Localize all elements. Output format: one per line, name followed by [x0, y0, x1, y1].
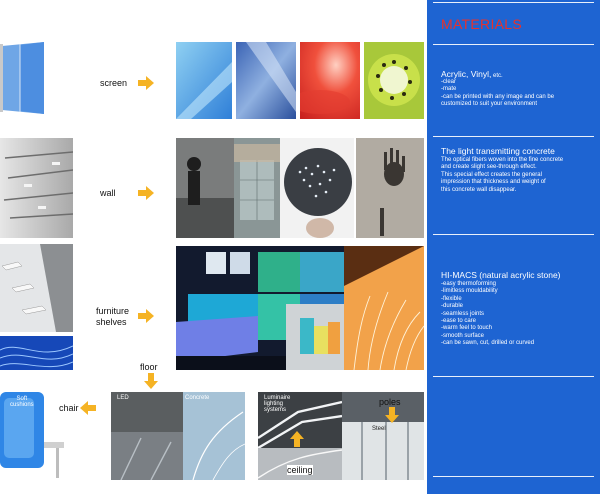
label-furniture: furniture [96, 306, 130, 316]
ceiling-light-photo [258, 448, 342, 480]
led-floor-photo [111, 392, 183, 480]
label-concrete: Concrete [185, 395, 210, 401]
silhouette-concrete-photo [176, 138, 234, 238]
kiwi-print-photo [364, 42, 424, 119]
section-acrylic-text: -clear -mate -can be printed with any image and can be customized to suit your environment [441, 79, 555, 108]
label-led: LED [117, 395, 129, 401]
label-wall: wall [100, 188, 116, 198]
panel-divider-top [433, 2, 594, 3]
fiber-disc-photo [280, 138, 354, 238]
materials-panel [427, 0, 600, 494]
grass-lit-wall-photo [344, 246, 424, 370]
arrow-right-icon [138, 309, 154, 323]
section-himacs-heading: HI-MACS (natural acrylic stone) [441, 270, 561, 280]
label-steel: Steel [372, 426, 386, 432]
arrow-right-icon [138, 76, 154, 90]
red-flower-photo [300, 42, 360, 119]
panel-divider-bottom [433, 476, 594, 477]
concrete-floor-photo [183, 392, 245, 480]
arrow-down-icon [144, 373, 158, 389]
glowing-panel-interior-photo [176, 246, 348, 370]
label-ceiling: ceiling [287, 465, 313, 475]
panel-title: MATERIALS [441, 16, 523, 32]
hand-shadow-wall-photo [356, 138, 424, 238]
glass-cube-photo [234, 138, 280, 238]
blue-vinyl-photo [236, 42, 296, 119]
blue-wave-render [0, 336, 73, 370]
shelves-render [0, 244, 73, 332]
section-himacs-text: -easy thermoforming -limitless mouldability -flexible -durable -seamless joints -ease to care -warm feel to touch -smooth surface -can be sawn, cut, drilled or curved [441, 281, 535, 347]
section-concrete-text: The optical fibers woven into the fine concrete and create slight see-through effect. This special effect creates the general impression that thickness and weight of this concrete wall disappear. [441, 157, 564, 193]
label-soft-cushions: Soft cushions [10, 396, 34, 408]
arrow-right-icon [138, 186, 154, 200]
screen-panel-render [0, 40, 44, 116]
label-screen: screen [100, 78, 128, 88]
section-concrete-heading: The light transmitting concrete [441, 146, 555, 156]
panel-divider-2 [433, 136, 594, 137]
label-shelves: shelves [96, 317, 127, 327]
section-acrylic-heading: Acrylic, Vinyl, etc. [441, 69, 503, 79]
arrow-up-icon [290, 431, 304, 447]
label-chair: chair [59, 403, 79, 413]
label-poles: poles [379, 397, 401, 407]
arrow-left-icon [80, 401, 96, 415]
panel-divider-1 [433, 44, 594, 45]
panel-divider-3 [433, 234, 594, 235]
concrete-wall-render [0, 138, 73, 238]
arrow-down-icon [385, 407, 399, 423]
label-luminaire: Luminaire lighting systems [264, 395, 291, 413]
label-floor: floor [140, 362, 158, 372]
blue-acrylic-photo [176, 42, 232, 119]
panel-divider-4 [433, 376, 594, 377]
